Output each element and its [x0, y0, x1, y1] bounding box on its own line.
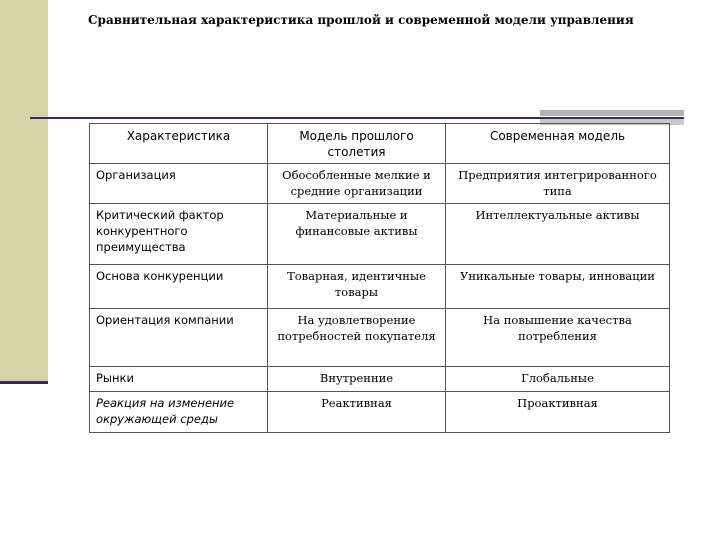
modern-model-cell: Проактивная — [446, 392, 670, 433]
left-band-divider — [0, 381, 48, 384]
table-row — [90, 204, 670, 265]
row-label: Критический фактор конкурентного преимущества — [90, 204, 268, 265]
header-characteristic: Характеристика — [90, 124, 268, 164]
row-label: Рынки — [90, 367, 268, 392]
table-row — [90, 392, 670, 433]
modern-model-cell: Уникальные товары, инновации — [446, 265, 670, 309]
modern-model-cell: На повышение качества потребления — [446, 309, 670, 367]
row-label: Реакция на изменение окружающей среды — [90, 392, 268, 433]
modern-model-cell: Глобальные — [446, 367, 670, 392]
past-model-cell: Материальные и финансовые активы — [268, 204, 446, 265]
past-model-cell: Внутренние — [268, 367, 446, 392]
row-label: Организация — [90, 164, 268, 204]
header-modern-model: Современная модель — [446, 124, 670, 164]
past-model-cell: На удовлетворение потребностей покупателя — [268, 309, 446, 367]
header-past-model: Модель прошлого столетия — [268, 124, 446, 164]
modern-model-cell: Интеллектуальные активы — [446, 204, 670, 265]
row-label: Ориентация компании — [90, 309, 268, 367]
row-label: Основа конкуренции — [90, 265, 268, 309]
past-model-cell: Товарная, идентичные товары — [268, 265, 446, 309]
table-row — [90, 164, 670, 204]
slide-title: Сравнительная характеристика прошлой и современной модели управления — [88, 13, 634, 27]
table-row — [90, 309, 670, 367]
comparison-table — [89, 123, 670, 433]
past-model-cell: Обособленные мелкие и средние организации — [268, 164, 446, 204]
table-row — [90, 265, 670, 309]
left-decorative-band — [0, 0, 48, 384]
table-header-row — [90, 124, 670, 164]
past-model-cell: Реактивная — [268, 392, 446, 433]
table-row — [90, 367, 670, 392]
modern-model-cell: Предприятия интегрированного типа — [446, 164, 670, 204]
rule-accent-dark — [540, 110, 684, 116]
